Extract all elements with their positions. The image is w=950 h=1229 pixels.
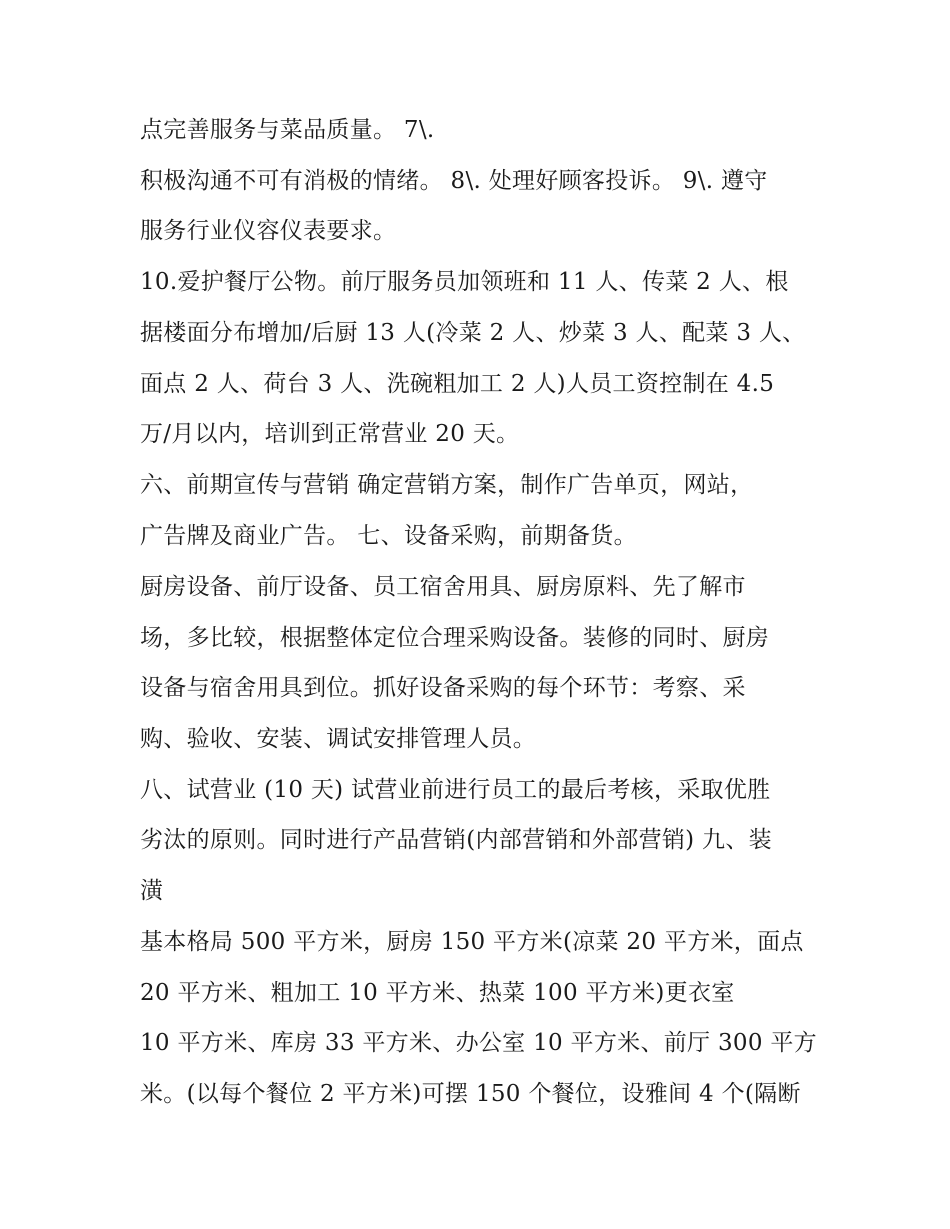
text-line-6: 面点 2 人、荷台 3 人、洗碗粗加工 2 人)人员工资控制在 4.5 xyxy=(140,371,775,397)
text-line-17: 基本格局 500 平方米，厨房 150 平方米(凉菜 20 平方米，面点 xyxy=(140,929,804,955)
text-line-16: 潢 xyxy=(140,878,164,904)
text-line-13: 购、验收、安装、调试安排管理人员。 xyxy=(140,726,537,752)
text-line-12: 设备与宿舍用具到位。抓好设备采购的每个环节：考察、采 xyxy=(140,675,746,701)
text-line-2: 积极沟通不可有消极的情绪。 8\. 处理好顾客投诉。 9\. 遵守 xyxy=(140,168,768,194)
text-line-9: 广告牌及商业广告。 七、设备采购，前期备货。 xyxy=(140,523,637,549)
text-line-1: 点完善服务与菜品质量。 7\. xyxy=(140,117,435,143)
text-line-14: 八、试营业 (10 天) 试营业前进行员工的最后考核，采取优胜 xyxy=(140,777,771,803)
text-line-18: 20 平方米、粗加工 10 平方米、热菜 100 平方米)更衣室 xyxy=(140,980,735,1006)
text-line-3: 服务行业仪容仪表要求。 xyxy=(140,218,397,244)
text-line-15: 劣汰的原则。同时进行产品营销(内部营销和外部营销) 九、装 xyxy=(140,827,772,853)
text-line-4: 10.爱护餐厅公物。前厅服务员加领班和 11 人、传菜 2 人、根 xyxy=(140,269,789,295)
text-line-5: 据楼面分布增加/后厨 13 人(冷菜 2 人、炒菜 3 人、配菜 3 人、 xyxy=(140,320,806,346)
text-line-19: 10 平方米、库房 33 平方米、办公室 10 平方米、前厅 300 平方 xyxy=(140,1030,817,1056)
text-line-10: 厨房设备、前厅设备、员工宿舍用具、厨房原料、先了解市 xyxy=(140,574,746,600)
text-line-11: 场，多比较，根据整体定位合理采购设备。装修的同时、厨房 xyxy=(140,625,770,651)
text-line-7: 万/月以内，培训到正常营业 20 天。 xyxy=(140,421,520,447)
text-line-20: 米。(以每个餐位 2 平方米)可摆 150 个餐位，设雅间 4 个(隔断 xyxy=(140,1081,801,1107)
text-line-8: 六、前期宣传与营销 确定营销方案，制作广告单页，网站， xyxy=(140,472,754,498)
